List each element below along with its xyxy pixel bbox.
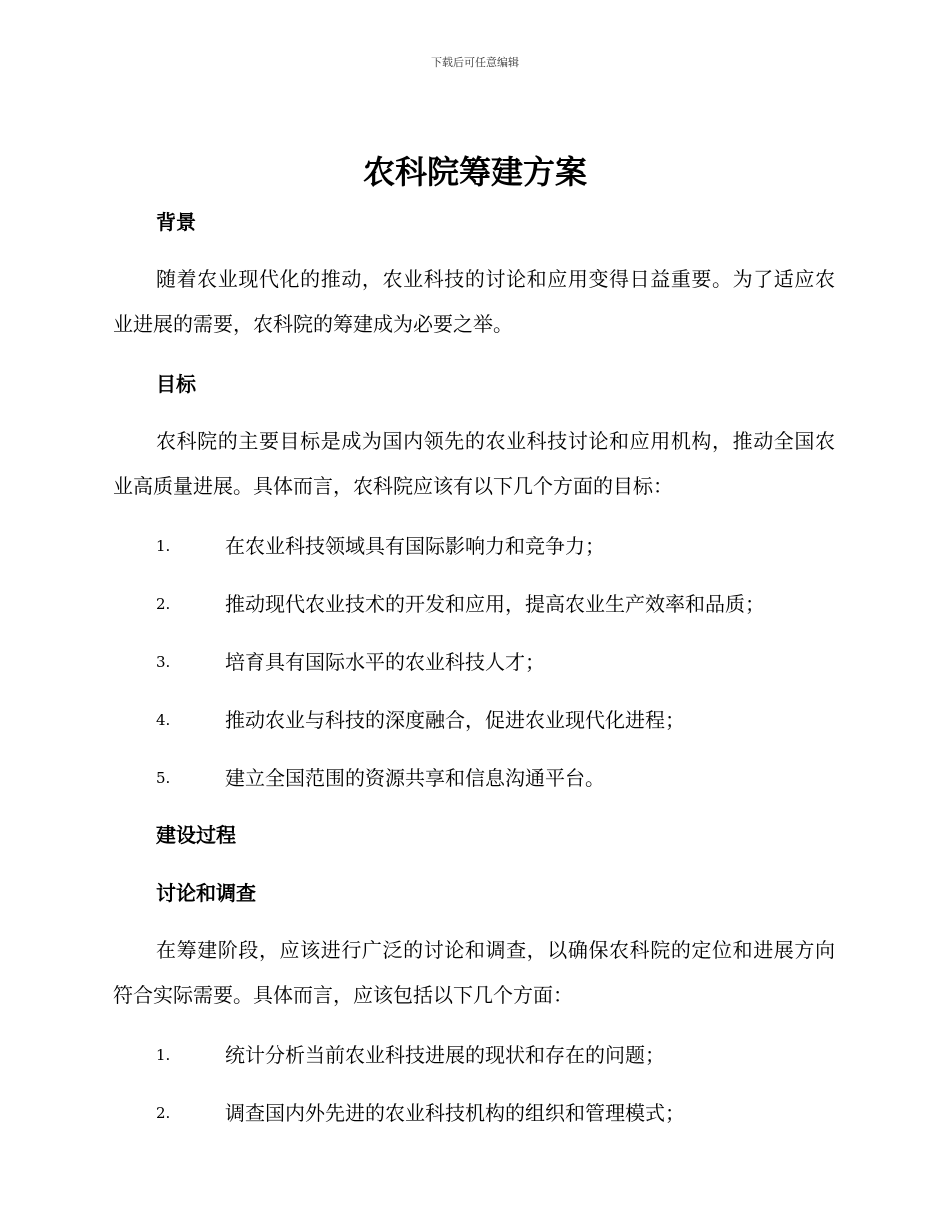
list-text: 推动现代农业技术的开发和应用，提高农业生产效率和品质； [225,592,765,616]
list-item [113,587,835,621]
list-text: 建立全国范围的资源共享和信息沟通平台。 [225,766,605,790]
document-title: 农科院筹建方案 [362,153,587,191]
list-text: 调查国内外先进的农业科技机构的组织和管理模式； [225,1101,685,1125]
background-paragraph: 随着农业现代化的推动，农业科技的讨论和应用变得日益重要。为了适应农业进展的需要，农科院的筹建成为必要之举。 [113,267,835,336]
list-item [113,529,835,563]
header-note: 下载后可任意编辑 [431,56,519,69]
section-heading-research: 讨论和调查 [156,881,256,905]
list-number: 5. [156,769,171,787]
list-item [113,645,835,679]
list-number: 4. [156,711,171,729]
list-item [113,1096,835,1130]
list-text: 推动农业与科技的深度融合，促进农业现代化进程； [225,708,685,732]
section-heading-goal: 目标 [156,372,196,396]
list-text: 统计分析当前农业科技进展的现状和存在的问题； [225,1043,665,1067]
section-heading-process: 建设过程 [156,823,236,847]
list-item [113,703,835,737]
list-number: 1. [156,537,171,555]
research-paragraph: 在筹建阶段，应该进行广泛的讨论和调查，以确保农科院的定位和进展方向符合实际需要。具体而言，应该包括以下几个方面： [113,938,835,1007]
list-number: 2. [156,1104,171,1122]
list-item [113,761,835,795]
goal-paragraph: 农科院的主要目标是成为国内领先的农业科技讨论和应用机构，推动全国农业高质量进展。具体而言，农科院应该有以下几个方面的目标： [113,429,835,498]
list-item [113,1038,835,1072]
document-body [113,205,835,1130]
list-text: 在农业科技领域具有国际影响力和竞争力； [225,534,605,558]
list-number: 2. [156,595,171,613]
list-number: 1. [156,1046,171,1064]
list-number: 3. [156,653,171,671]
list-text: 培育具有国际水平的农业科技人才； [225,650,545,674]
section-heading-background: 背景 [156,210,196,234]
